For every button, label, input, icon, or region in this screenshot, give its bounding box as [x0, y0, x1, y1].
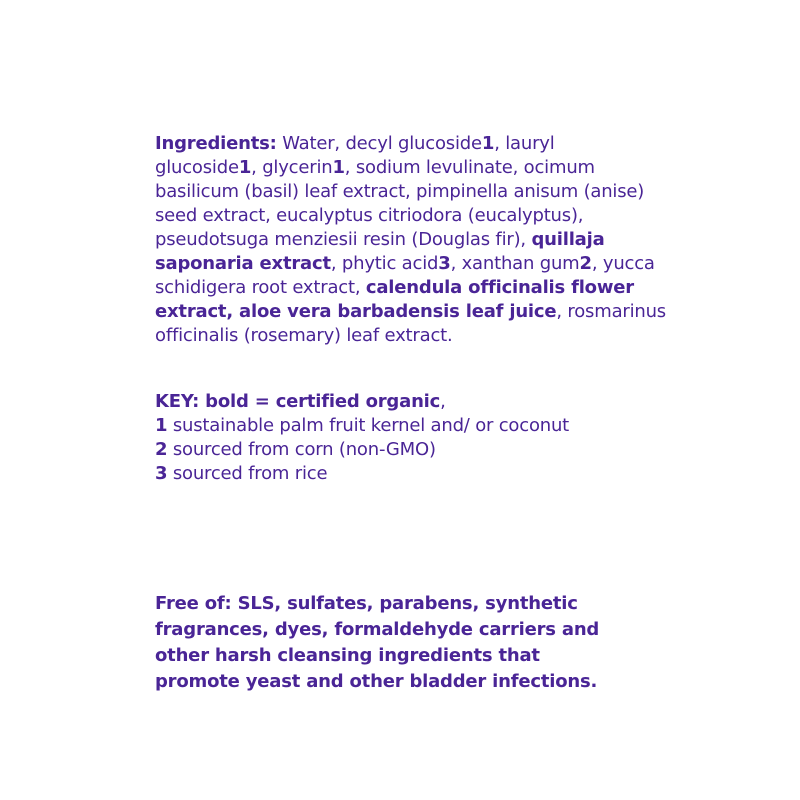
free-of-statement [155, 591, 675, 695]
footnote-number: 3 [155, 463, 168, 484]
key-heading-tail: , [440, 391, 446, 412]
ingredients-line-4: seed extract, eucalyptus citriodora (eucalyptus), [155, 205, 584, 226]
free-of-line: other harsh cleansing ingredients that [155, 645, 540, 666]
ingredients-line-6 [155, 252, 675, 276]
free-of-line: fragrances, dyes, formaldehyde carriers and [155, 619, 600, 640]
ingredients-line-1 [155, 132, 675, 156]
organic-ingredient: quillaja [531, 229, 605, 250]
footnote-text: sustainable palm fruit kernel and/ or coconut [167, 415, 570, 436]
ingredients-line-7 [155, 276, 675, 300]
ingredients-line-8 [155, 300, 675, 324]
ingredients-line-2 [155, 156, 675, 180]
key-item [155, 414, 675, 438]
footnote-marker: 3 [438, 253, 451, 274]
organic-ingredient: extract, aloe vera barbadensis leaf juice [155, 301, 557, 322]
ingredients-heading: Ingredients: [155, 133, 277, 154]
footnote-marker: 2 [579, 253, 592, 274]
key-heading: KEY: bold = certified organic [155, 391, 441, 412]
ingredients-text: , sodium levulinate, ocimum [344, 157, 595, 178]
organic-ingredient: saponaria extract [155, 253, 331, 274]
ingredients-line-3: basilicum (basil) leaf extract, pimpinella anisum (anise) [155, 181, 645, 202]
ingredients-text: , glycerin [251, 157, 333, 178]
key-item [155, 462, 675, 486]
ingredients-text: pseudotsuga menziesii resin (Douglas fir), [155, 229, 532, 250]
ingredients-text: , phytic acid [330, 253, 439, 274]
organic-ingredient: calendula officinalis flower [365, 277, 634, 298]
ingredients-text: schidigera root extract, [155, 277, 366, 298]
footnote-marker: 1 [332, 157, 345, 178]
ingredients-text: , xanthan gum [450, 253, 580, 274]
footnote-number: 2 [155, 439, 168, 460]
footnote-marker: 1 [238, 157, 252, 178]
ingredients-line-5 [155, 228, 675, 252]
key-legend [155, 390, 675, 486]
ingredients-text: Water, decyl glucoside [276, 133, 482, 154]
ingredients-paragraph [155, 132, 675, 348]
free-of-line: promote yeast and other bladder infections. [155, 671, 598, 692]
ingredients-line-9: officinalis (rosemary) leaf extract. [155, 325, 453, 346]
key-heading-line [155, 390, 675, 414]
ingredients-text: glucoside [155, 157, 239, 178]
free-of-line: Free of: SLS, sulfates, parabens, synthetic [155, 593, 578, 614]
footnote-text: sourced from corn (non-GMO) [167, 439, 436, 460]
ingredients-text: , lauryl [494, 133, 555, 154]
footnote-marker: 1 [481, 133, 495, 154]
footnote-number: 1 [155, 415, 168, 436]
ingredients-text: , rosmarinus [556, 301, 666, 322]
footnote-text: sourced from rice [167, 463, 328, 484]
ingredients-text: , yucca [591, 253, 655, 274]
key-item [155, 438, 675, 462]
